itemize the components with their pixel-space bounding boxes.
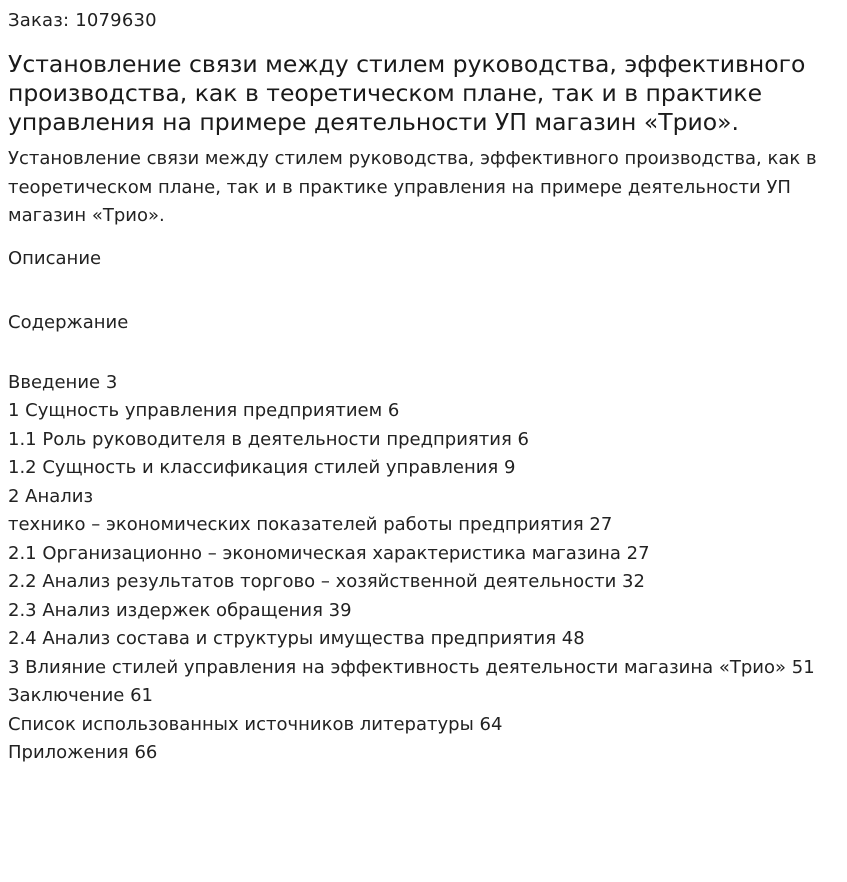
toc-item: 2 Анализ [8,485,94,507]
toc-item: Введение 3 [8,371,118,393]
document-summary: Установление связи между стилем руководства, эффективного производства, как в теоретическом плане, так и в практике управления на примере деятельности УП магазин «Трио». [8,148,817,226]
toc-item: 2.2 Анализ результатов торгово – хозяйственной деятельности 32 [8,571,645,592]
toc-item: 2.4 Анализ состава и структуры имущества предприятия 48 [8,628,585,649]
toc-item: 3 Влияние стилей управления на эффективность деятельности магазина «Трио» 51 [8,656,815,678]
toc-item: 1.2 Сущность и классификация стилей управления 9 [8,457,516,478]
toc-item: 1 Сущность управления предприятием 6 [8,400,400,421]
toc-item: 2.3 Анализ издержек обращения 39 [8,599,352,621]
toc-item: технико – экономических показателей работы предприятия 27 [8,514,613,535]
description-heading: Описание [8,247,102,269]
toc-item: Заключение 61 [8,685,153,706]
table-of-contents [8,369,839,768]
contents-heading: Содержание [8,311,129,333]
document-title: Установление связи между стилем руководства, эффективного производства, как в теоретическом плане, так и в практике управления на примере деятельности УП магазин «Трио». [8,50,806,136]
toc-item: Приложения 66 [8,742,158,763]
order-number: Заказ: 1079630 [8,10,157,31]
toc-item: 2.1 Организационно – экономическая характеристика магазина 27 [8,542,650,564]
toc-item: 1.1 Роль руководителя в деятельности предприятия 6 [8,428,529,450]
toc-item: Список использованных источников литературы 64 [8,713,503,735]
